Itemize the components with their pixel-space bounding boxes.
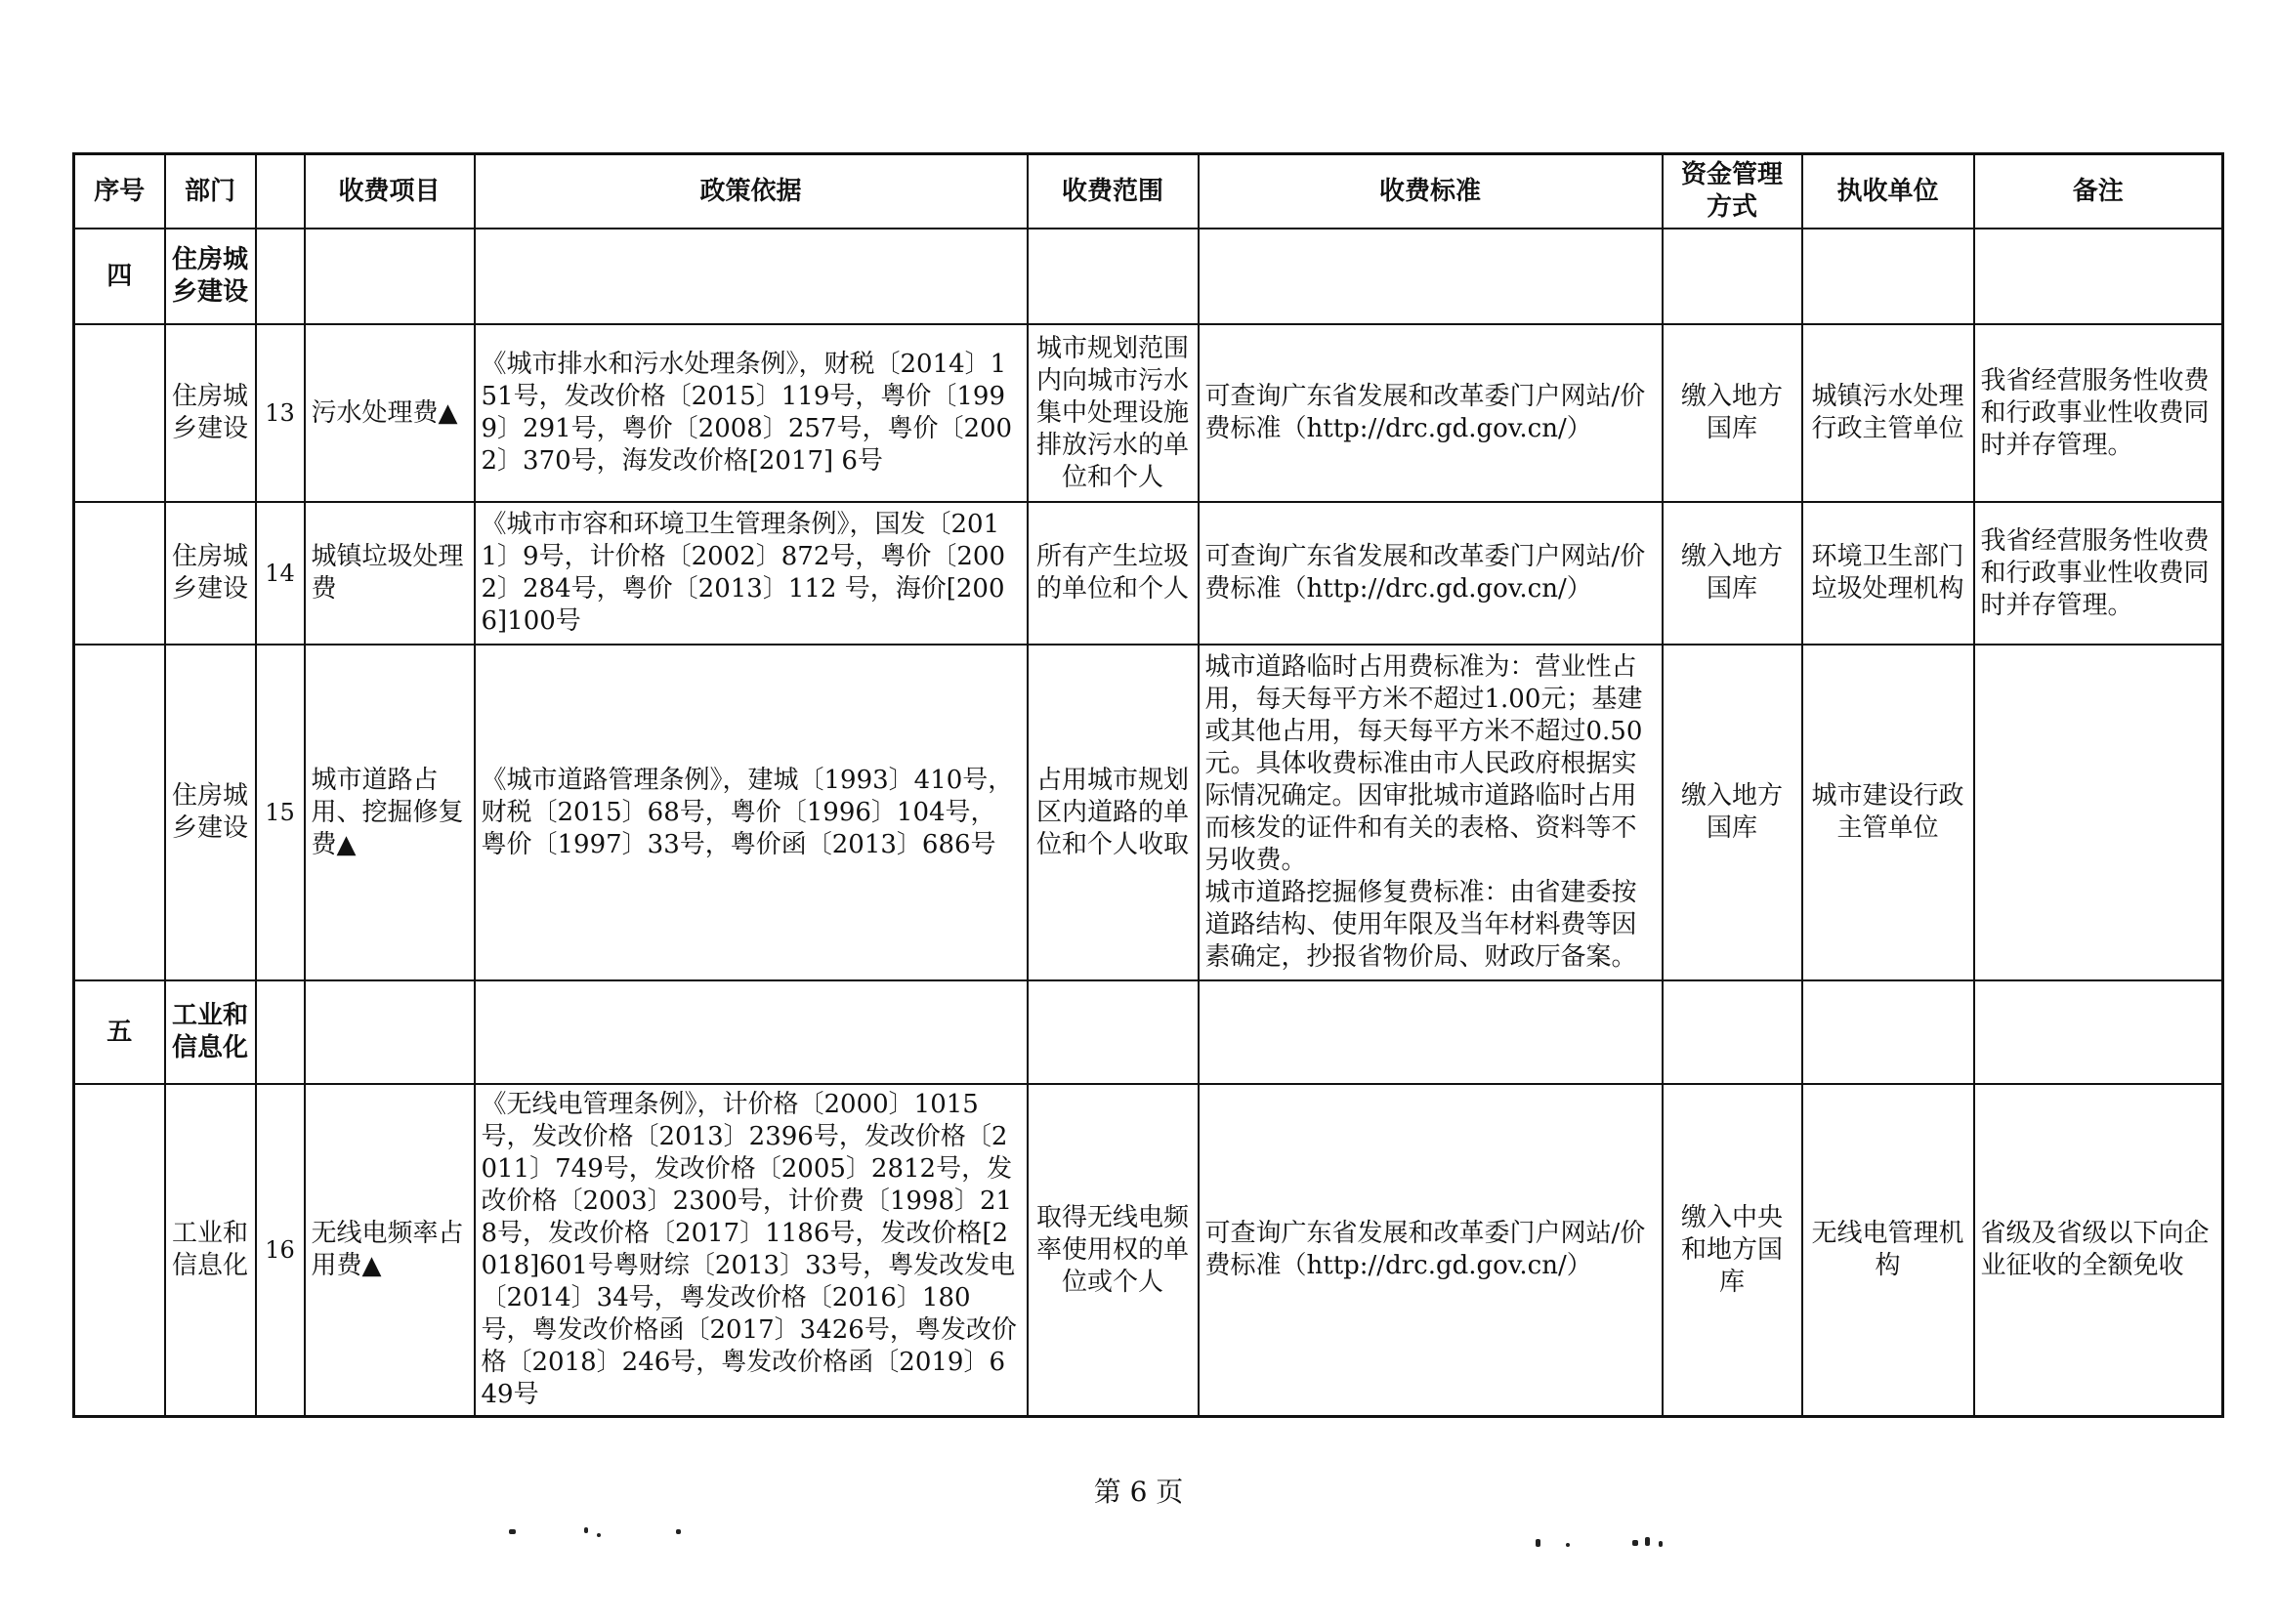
row-remark: 我省经营服务性收费和行政事业性收费同时并存管理。 [1974,324,2223,502]
row-unit: 城市建设行政主管单位 [1802,645,1974,980]
row-dept: 工业和信息化 [165,1084,256,1417]
row-item: 城市道路占用、挖掘修复费▲ [305,645,475,980]
row-scope: 城市规划范围内向城市污水集中处理设施排放污水的单位和个人 [1028,324,1199,502]
row-policy: 《城市排水和污水处理条例》，财税〔2014〕151号，发改价格〔2015〕119号，粤价〔1999〕291号，粤价〔2008〕257号，粤价〔2002〕370号，海发改价格[2017] 6号 [475,324,1028,502]
scan-speck [584,1527,588,1533]
table-row [74,645,2223,980]
row-policy: 《城市道路管理条例》，建城〔1993〕410号，财税〔2015〕68号，粤价〔1996〕104号，粤价〔1997〕33号，粤价函〔2013〕686号 [475,645,1028,980]
row-standard: 可查询广东省发展和改革委门户网站/价费标准（http://drc.gd.gov.cn/） [1199,324,1663,502]
row-scope: 所有产生垃圾的单位和个人 [1028,502,1199,645]
header-item: 收费项目 [305,154,475,229]
row-policy: 《城市市容和环境卫生管理条例》，国发〔2011〕9号，计价格〔2002〕872号，粤价〔2002〕284号，粤价〔2013〕112 号，海价[2006]100号 [475,502,1028,645]
row-standard [1199,645,1663,980]
row-fund: 缴入地方国库 [1663,645,1802,980]
header-fund: 资金管理方式 [1663,154,1802,229]
row-item: 污水处理费▲ [305,324,475,502]
row-item: 城镇垃圾处理费 [305,502,475,645]
table-row [74,324,2223,502]
row-remark [1974,645,2223,980]
row-item: 无线电频率占用费▲ [305,1084,475,1417]
row-num: 14 [256,502,305,645]
header-seq: 序号 [74,154,165,229]
standard-occupation-text: 城市道路临时占用费标准为：营业性占用，每天每平方米不超过1.00元；基建或其他占用，每天每平方米不超过0.50元。具体收费标准由市人民政府根据实际情况确定。因审批城市道路临时占用而核发的证件和有关的表格、资料等不另收费。 [1204,652,1643,875]
header-policy: 政策依据 [475,154,1028,229]
row-scope: 占用城市规划区内道路的单位和个人收取 [1028,645,1199,980]
scan-speck [509,1529,516,1534]
row-dept: 住房城乡建设 [165,324,256,502]
table-row [74,1084,2223,1417]
section-seq: 四 [74,229,165,324]
section-row-housing [74,229,2223,324]
table-row [74,502,2223,645]
scan-speck [1632,1540,1638,1546]
row-unit: 环境卫生部门垃圾处理机构 [1802,502,1974,645]
row-standard: 可查询广东省发展和改革委门户网站/价费标准（http://drc.gd.gov.cn/） [1199,1084,1663,1417]
scan-speck [676,1529,681,1534]
fee-table [72,152,2224,1418]
header-standard: 收费标准 [1199,154,1663,229]
row-unit: 无线电管理机构 [1802,1084,1974,1417]
section-dept: 工业和信息化 [165,980,256,1084]
section-row-industry [74,980,2223,1084]
fee-table-sheet [72,152,2221,1418]
row-num: 13 [256,324,305,502]
scan-speck [1536,1539,1540,1547]
header-scope: 收费范围 [1028,154,1199,229]
header-num [256,154,305,229]
row-unit: 城镇污水处理行政主管单位 [1802,324,1974,502]
header-row [74,154,2223,229]
scan-speck [597,1533,601,1537]
row-scope: 取得无线电频率使用权的单位或个人 [1028,1084,1199,1417]
section-dept: 住房城乡建设 [165,229,256,324]
row-num: 16 [256,1084,305,1417]
row-fund: 缴入地方国库 [1663,324,1802,502]
row-dept: 住房城乡建设 [165,645,256,980]
row-num: 15 [256,645,305,980]
scan-speck [1645,1537,1650,1546]
standard-excavation-text: 城市道路挖掘修复费标准：由省建委按道路结构、使用年限及当年材料费等因素确定，抄报省物价局、财政厅备案。 [1204,878,1637,972]
row-remark: 省级及省级以下向企业征收的全额免收 [1974,1084,2223,1417]
header-unit: 执收单位 [1802,154,1974,229]
row-fund: 缴入中央和地方国库 [1663,1084,1802,1417]
scan-speck [1566,1543,1570,1547]
page-number: 第 6 页 [1093,1476,1184,1508]
row-fund: 缴入地方国库 [1663,502,1802,645]
row-dept: 住房城乡建设 [165,502,256,645]
header-remark: 备注 [1974,154,2223,229]
section-seq: 五 [74,980,165,1084]
row-policy: 《无线电管理条例》，计价格〔2000〕1015号，发改价格〔2013〕2396号，发改价格〔2011〕749号，发改价格〔2005〕2812号，发改价格〔2003〕2300号，计价费〔1998〕218号，发改价格〔2017〕1186号，发改价格[2018]601号粤财综〔2013〕33号，粤发改发电〔2014〕34号，粤发改价格〔2016〕180号，粤发改价格函〔2017〕3426号，粤发改价格〔2018〕246号，粤发改价格函〔2019〕649号 [475,1084,1028,1417]
row-standard: 可查询广东省发展和改革委门户网站/价费标准（http://drc.gd.gov.cn/） [1199,502,1663,645]
row-remark: 我省经营服务性收费和行政事业性收费同时并存管理。 [1974,502,2223,645]
scan-speck [1659,1541,1663,1547]
header-dept: 部门 [165,154,256,229]
